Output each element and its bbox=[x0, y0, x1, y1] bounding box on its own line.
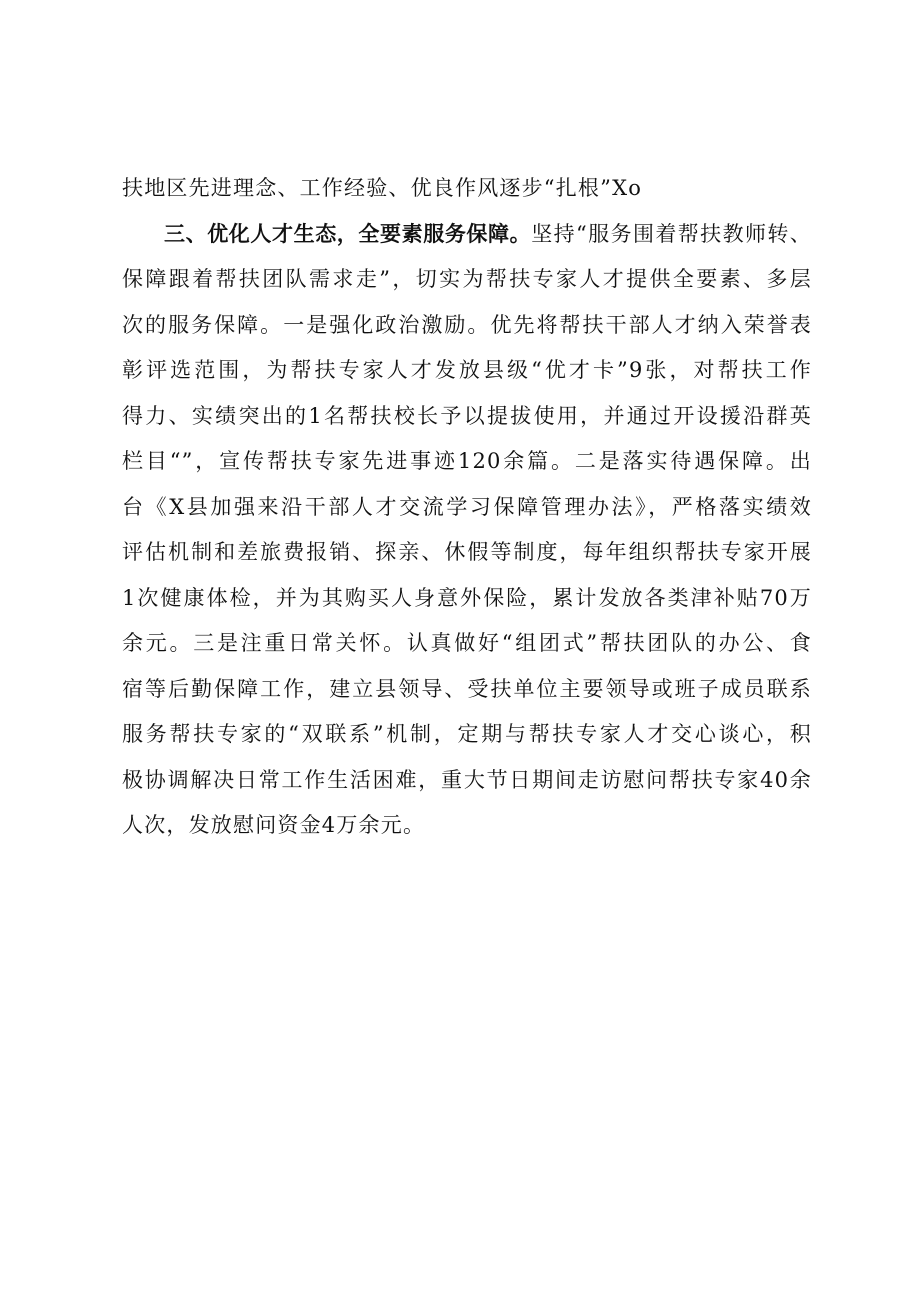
paragraph-line: 得力、实绩突出的1名帮扶校长予以提拔使用，并通过开设援沿群英 bbox=[122, 403, 812, 428]
paragraph-line: 彰评选范围，为帮扶专家人才发放县级“优才卡”9张，对帮扶工作 bbox=[122, 358, 812, 382]
paragraph-line: 次的服务保障。一是强化政治激励。优先将帮扶干部人才纳入荣誉表 bbox=[122, 312, 812, 337]
paragraph-line: 极协调解决日常工作生活困难，重大节日期间走访慰问帮扶专家40余 bbox=[122, 767, 812, 792]
paragraph-line: 保障跟着帮扶团队需求走”，切实为帮扶专家人才提供全要素、多层 bbox=[122, 267, 812, 291]
section-heading-continuation: 坚持“服务围着帮扶教师转、 bbox=[531, 221, 812, 246]
paragraph-line: 宿等后勤保障工作，建立县领导、受扶单位主要领导或班子成员联系 bbox=[122, 676, 812, 701]
paragraph-line: 服务帮扶专家的“双联系”机制，定期与帮扶专家人才交心谈心，积 bbox=[122, 722, 812, 746]
paragraph-line: 扶地区先进理念、工作经验、优良作风逐步“扎根”Xo bbox=[122, 176, 643, 200]
section-heading-line bbox=[122, 212, 812, 258]
paragraph-line: 1次健康体检，并为其购买人身意外保险，累计发放各类津补贴70万 bbox=[122, 585, 812, 610]
paragraph-line: 台《X县加强来沿干部人才交流学习保障管理办法》，严格落实绩效 bbox=[122, 494, 812, 519]
paragraph-line: 栏目“”，宣传帮扶专家先进事迹120余篇。二是落实待遇保障。出 bbox=[122, 449, 812, 473]
paragraph-line: 余元。三是注重日常关怀。认真做好“组团式”帮扶团队的办公、食 bbox=[122, 631, 812, 655]
section-heading: 三、优化人才生态，全要素服务保障。 bbox=[164, 221, 532, 246]
document-body bbox=[122, 166, 812, 849]
paragraph-line: 人次，发放慰问资金4万余元。 bbox=[122, 813, 426, 837]
paragraph-line: 评估机制和差旅费报销、探亲、休假等制度，每年组织帮扶专家开展 bbox=[122, 540, 812, 564]
